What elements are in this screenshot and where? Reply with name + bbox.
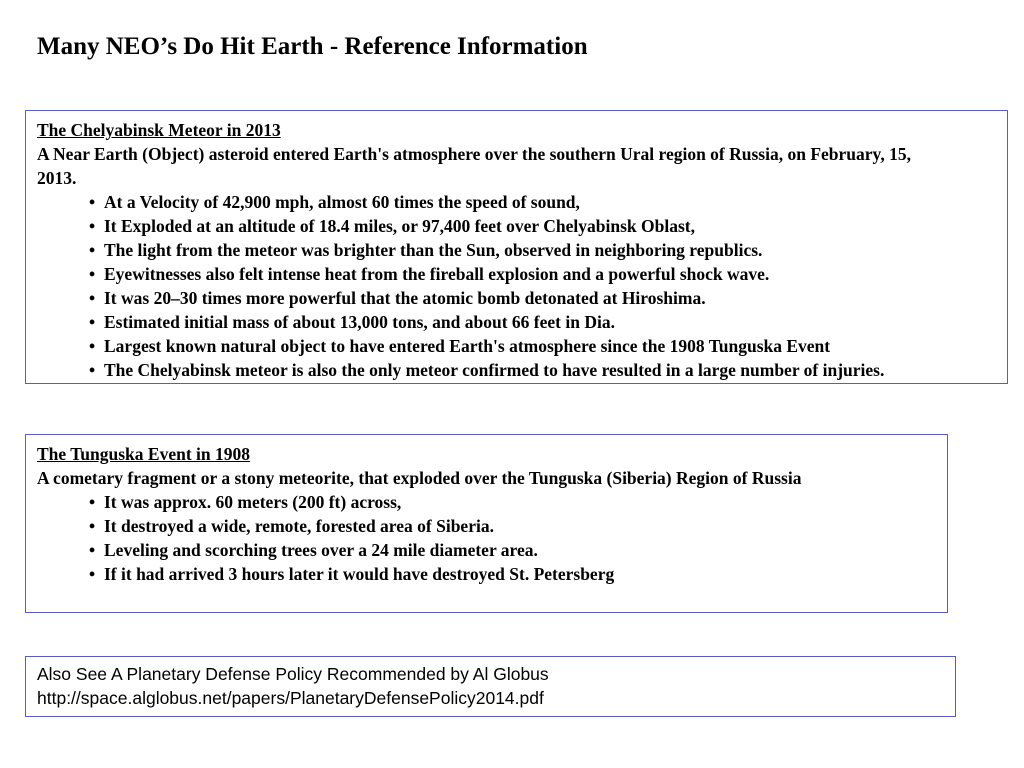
bullet-icon: • bbox=[89, 540, 96, 560]
bullet-text: If it had arrived 3 hours later it would have destroyed St. Petersberg bbox=[104, 564, 615, 584]
bullet-text: It destroyed a wide, remote, forested area of Siberia. bbox=[104, 516, 494, 536]
bullet-icon: • bbox=[89, 216, 96, 236]
bullet-icon: • bbox=[89, 312, 96, 332]
bullet-text: The light from the meteor was brighter than the Sun, observed in neighboring republics. bbox=[104, 240, 763, 260]
bullet-item bbox=[89, 334, 1007, 358]
bullet-text: It Exploded at an altitude of 18.4 miles, or 97,400 feet over Chelyabinsk Oblast, bbox=[104, 216, 695, 236]
bullet-text: At a Velocity of 42,900 mph, almost 60 times the speed of sound, bbox=[104, 192, 580, 212]
bullet-item bbox=[89, 310, 1007, 334]
bullet-icon: • bbox=[89, 240, 96, 260]
bullet-item bbox=[89, 514, 947, 538]
tunguska-intro: A cometary fragment or a stony meteorite, that exploded over the Tunguska (Siberia) Region of Russia bbox=[37, 468, 802, 488]
bullet-icon: • bbox=[89, 288, 96, 308]
bullet-item bbox=[89, 538, 947, 562]
bullet-item bbox=[89, 190, 1007, 214]
bullet-item bbox=[89, 238, 1007, 262]
bullet-item bbox=[89, 286, 1007, 310]
tunguska-heading: The Tunguska Event in 1908 bbox=[37, 444, 251, 464]
bullet-text: Estimated initial mass of about 13,000 tons, and about 66 feet in Dia. bbox=[104, 312, 615, 332]
bullet-icon: • bbox=[89, 492, 96, 512]
bullet-text: The Chelyabinsk meteor is also the only meteor confirmed to have resulted in a large number of injuries. bbox=[104, 360, 885, 380]
bullet-icon: • bbox=[89, 264, 96, 284]
bullet-icon: • bbox=[89, 564, 96, 584]
bullet-text: It was approx. 60 meters (200 ft) across, bbox=[104, 492, 402, 512]
tunguska-box bbox=[25, 434, 948, 613]
bullet-item bbox=[89, 262, 1007, 286]
bullet-icon: • bbox=[89, 360, 96, 380]
chelyabinsk-heading: The Chelyabinsk Meteor in 2013 bbox=[37, 120, 281, 140]
bullet-icon: • bbox=[89, 516, 96, 536]
chelyabinsk-box bbox=[25, 110, 1008, 384]
page-title: Many NEO’s Do Hit Earth - Reference Information bbox=[37, 33, 588, 60]
bullet-item bbox=[89, 562, 947, 586]
bullet-item bbox=[89, 490, 947, 514]
chelyabinsk-bullet-list bbox=[37, 190, 1007, 382]
bullet-text: Largest known natural object to have entered Earth's atmosphere since the 1908 Tunguska Event bbox=[104, 336, 831, 356]
bullet-text: Eyewitnesses also felt intense heat from the fireball explosion and a powerful shock wave. bbox=[104, 264, 770, 284]
chelyabinsk-intro: A Near Earth (Object) asteroid entered Earth's atmosphere over the southern Ural region of Russia, on February, 15, 2013. bbox=[37, 144, 911, 188]
bullet-text: It was 20–30 times more powerful that the atomic bomb detonated at Hiroshima. bbox=[104, 288, 706, 308]
tunguska-bullet-list bbox=[37, 490, 947, 586]
reference-url: http://space.alglobus.net/papers/PlanetaryDefensePolicy2014.pdf bbox=[37, 688, 544, 708]
bullet-icon: • bbox=[89, 336, 96, 356]
reference-box bbox=[25, 656, 956, 717]
reference-text: Also See A Planetary Defense Policy Recommended by Al Globus bbox=[37, 664, 549, 684]
bullet-text: Leveling and scorching trees over a 24 mile diameter area. bbox=[104, 540, 538, 560]
bullet-icon: • bbox=[89, 192, 96, 212]
bullet-item bbox=[89, 358, 1007, 382]
bullet-item bbox=[89, 214, 1007, 238]
